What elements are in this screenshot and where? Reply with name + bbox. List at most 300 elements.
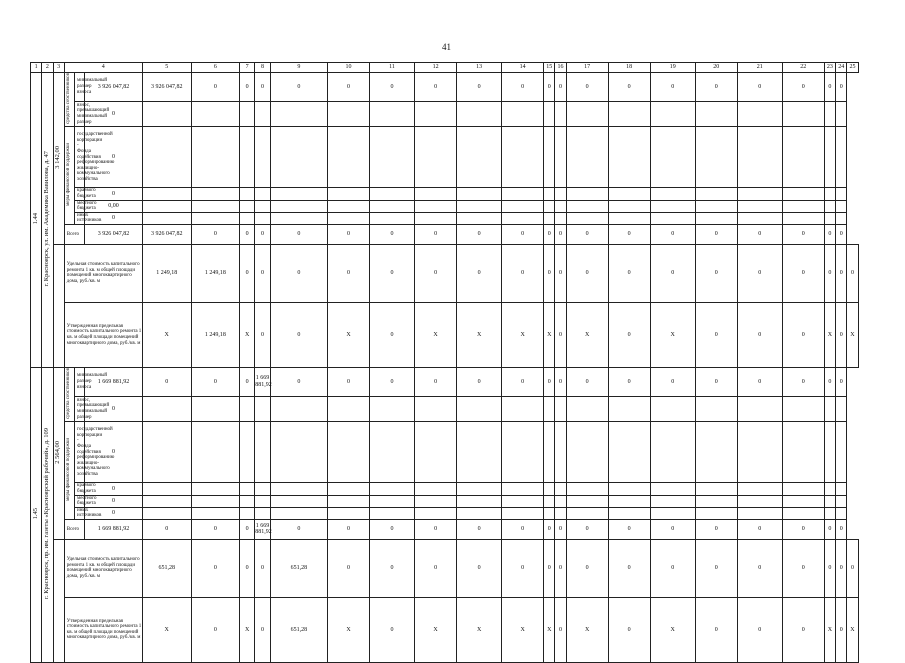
- col-num-9: 9: [270, 63, 327, 73]
- empty-cell: [191, 396, 239, 422]
- empty-cell: [544, 396, 555, 422]
- fund-label: государственной корпорации - Фонда содействия реформированию жилищно-коммунального хозяйства: [75, 422, 85, 483]
- empty-cell: [782, 101, 824, 127]
- empty-cell: [415, 495, 457, 507]
- empty-cell: [650, 422, 695, 483]
- empty-cell: [650, 483, 695, 495]
- unit-cost-value: 0: [695, 539, 737, 597]
- empty-cell: [502, 200, 544, 212]
- limit-cost-value: 0: [191, 597, 239, 662]
- col-num-19: 19: [650, 63, 695, 73]
- empty-cell: [608, 200, 650, 212]
- empty-cell: [737, 396, 782, 422]
- empty-cell: [255, 495, 270, 507]
- unit-cost-value: 0: [566, 244, 608, 302]
- empty-cell: [370, 101, 415, 127]
- empty-cell: [457, 495, 502, 507]
- empty-cell: [544, 495, 555, 507]
- empty-cell: [650, 127, 695, 188]
- area-blank: [53, 539, 64, 662]
- limit-cost-value: X: [502, 302, 544, 367]
- empty-cell: [142, 495, 191, 507]
- min-contribution-value: 3 926 047,82: [85, 73, 142, 102]
- min-contribution-value: 0: [191, 73, 239, 102]
- page-number: 41: [442, 42, 451, 52]
- section-number: [31, 367, 42, 662]
- min-contribution-value: 0: [544, 73, 555, 102]
- limit-cost-value: 0: [608, 597, 650, 662]
- empty-cell: [328, 200, 370, 212]
- total-value: 0: [239, 519, 254, 539]
- empty-cell: [415, 396, 457, 422]
- total-value: 0: [608, 519, 650, 539]
- total-value: 0: [824, 224, 835, 244]
- local-label: местного бюджета: [75, 495, 85, 507]
- limit-cost-value: 0: [782, 302, 824, 367]
- table-row: [31, 200, 870, 212]
- col-num-10: 10: [328, 63, 370, 73]
- col-num-12: 12: [415, 63, 457, 73]
- empty-cell: [544, 212, 555, 224]
- empty-cell: [270, 101, 327, 127]
- limit-cost-value: X: [457, 302, 502, 367]
- empty-cell: [836, 188, 847, 200]
- empty-cell: [328, 212, 370, 224]
- limit-cost-value: 0: [255, 302, 270, 367]
- unit-cost-value: 0: [270, 244, 327, 302]
- empty-cell: [255, 507, 270, 519]
- limit-cost-value: 651,28: [270, 597, 327, 662]
- capital-repair-table: [30, 62, 870, 663]
- min-contribution-value: 3 926 047,82: [142, 73, 191, 102]
- total-value: 0: [824, 519, 835, 539]
- empty-cell: [457, 101, 502, 127]
- unit-cost-label: Удельная стоимость капитального ремонта 1 кв. м общей площади помещений многоквартирного дома, руб./кв. м: [64, 244, 142, 302]
- limit-cost-value: 0: [695, 597, 737, 662]
- table-row: [31, 101, 870, 127]
- fund-label: государственной корпорации - Фонда содействия реформированию жилищно-коммунального хозяйства: [75, 127, 85, 188]
- empty-cell: [608, 495, 650, 507]
- limit-cost-value: X: [544, 302, 555, 367]
- empty-cell: [502, 507, 544, 519]
- empty-cell: [255, 483, 270, 495]
- unit-cost-value: 0: [191, 539, 239, 597]
- col-num-25: 25: [847, 63, 858, 73]
- limit-cost-value: X: [650, 597, 695, 662]
- empty-cell: [544, 127, 555, 188]
- col-num-5: 5: [142, 63, 191, 73]
- empty-cell: [782, 188, 824, 200]
- empty-cell: [328, 188, 370, 200]
- total-value: 0: [191, 224, 239, 244]
- section-area: [53, 367, 64, 539]
- empty-cell: [824, 101, 835, 127]
- empty-cell: [824, 495, 835, 507]
- regional-label: краевого бюджета: [75, 188, 85, 200]
- section-number: [31, 73, 42, 368]
- empty-cell: [650, 396, 695, 422]
- empty-cell: [270, 396, 327, 422]
- section-area: [53, 73, 64, 245]
- unit-cost-value: 0: [847, 539, 858, 597]
- empty-cell: [370, 483, 415, 495]
- empty-cell: [566, 127, 608, 188]
- empty-cell: [608, 127, 650, 188]
- total-value: 0: [370, 519, 415, 539]
- unit-cost-value: 0: [555, 244, 566, 302]
- group-owners-text: средства собственников: [66, 73, 72, 124]
- empty-cell: [824, 396, 835, 422]
- empty-cell: [824, 127, 835, 188]
- unit-cost-value: 0: [695, 244, 737, 302]
- empty-cell: [650, 507, 695, 519]
- unit-cost-value: 0: [737, 244, 782, 302]
- empty-cell: [142, 127, 191, 188]
- total-value: 0: [695, 224, 737, 244]
- min-contribution-value: 0: [270, 73, 327, 102]
- min-contribution-value: 0: [555, 367, 566, 396]
- min-contribution-value: 1 669 881,92: [255, 367, 270, 396]
- unit-cost-value: 0: [824, 539, 835, 597]
- min-contribution-value: 0: [836, 367, 847, 396]
- unit-cost-value: 0: [457, 244, 502, 302]
- col-num-16: 16: [555, 63, 566, 73]
- unit-cost-value: 0: [544, 539, 555, 597]
- empty-cell: [191, 422, 239, 483]
- empty-cell: [239, 495, 254, 507]
- regional-value: 0: [85, 483, 142, 495]
- total-value: 0: [270, 224, 327, 244]
- area-blank: [53, 244, 64, 367]
- empty-cell: [328, 422, 370, 483]
- col-num-2: 2: [42, 63, 53, 73]
- total-value: 0: [782, 224, 824, 244]
- empty-cell: [737, 422, 782, 483]
- total-value: 0: [255, 224, 270, 244]
- empty-cell: [270, 127, 327, 188]
- limit-cost-value: X: [457, 597, 502, 662]
- empty-cell: [608, 483, 650, 495]
- limit-cost-value: X: [566, 302, 608, 367]
- empty-cell: [239, 200, 254, 212]
- min-contribution-value: 0: [608, 73, 650, 102]
- total-value: 0: [239, 224, 254, 244]
- empty-cell: [737, 127, 782, 188]
- min-contribution-value: 1 669 881,92: [85, 367, 142, 396]
- empty-cell: [457, 396, 502, 422]
- empty-cell: [836, 200, 847, 212]
- empty-cell: [255, 396, 270, 422]
- empty-cell: [239, 507, 254, 519]
- empty-cell: [555, 396, 566, 422]
- empty-cell: [824, 507, 835, 519]
- unit-cost-value: 0: [255, 244, 270, 302]
- table-row: [31, 483, 870, 495]
- limit-cost-value: 0: [737, 302, 782, 367]
- empty-cell: [650, 212, 695, 224]
- limit-cost-value: X: [328, 302, 370, 367]
- local-label: местного бюджета: [75, 200, 85, 212]
- total-value: 0: [457, 519, 502, 539]
- limit-cost-value: X: [142, 302, 191, 367]
- table-row: [31, 519, 870, 539]
- total-value: 0: [650, 519, 695, 539]
- col-num-20: 20: [695, 63, 737, 73]
- col-num-15: 15: [544, 63, 555, 73]
- empty-cell: [695, 495, 737, 507]
- empty-cell: [824, 200, 835, 212]
- col-num-7: 7: [239, 63, 254, 73]
- empty-cell: [737, 212, 782, 224]
- empty-cell: [836, 507, 847, 519]
- empty-cell: [566, 200, 608, 212]
- empty-cell: [836, 101, 847, 127]
- total-value: 1 669 881,92: [255, 519, 270, 539]
- limit-cost-value: 1 249,18: [191, 302, 239, 367]
- min-contribution-value: 0: [502, 367, 544, 396]
- min-contribution-value: 0: [782, 73, 824, 102]
- limit-cost-value: X: [415, 302, 457, 367]
- table-row: [31, 507, 870, 519]
- empty-cell: [782, 483, 824, 495]
- col-num-6: 6: [191, 63, 239, 73]
- empty-cell: [650, 495, 695, 507]
- col-num-14: 14: [502, 63, 544, 73]
- empty-cell: [415, 483, 457, 495]
- total-value: 0: [566, 519, 608, 539]
- min-contribution-value: 0: [608, 367, 650, 396]
- unit-cost-value: 0: [502, 539, 544, 597]
- table-row: [31, 127, 870, 188]
- empty-cell: [502, 483, 544, 495]
- empty-cell: [415, 188, 457, 200]
- empty-cell: [737, 188, 782, 200]
- unit-cost-value: 0: [415, 244, 457, 302]
- empty-cell: [270, 507, 327, 519]
- empty-cell: [415, 200, 457, 212]
- empty-cell: [836, 127, 847, 188]
- col-num-11: 11: [370, 63, 415, 73]
- empty-cell: [544, 200, 555, 212]
- unit-cost-value: 651,28: [142, 539, 191, 597]
- unit-cost-value: 0: [544, 244, 555, 302]
- group-support-text: меры финансовой поддержки: [66, 142, 72, 206]
- min-contribution-value: 0: [695, 73, 737, 102]
- col-num-21: 21: [737, 63, 782, 73]
- limit-cost-value: X: [142, 597, 191, 662]
- other-value: 0: [85, 212, 142, 224]
- empty-cell: [370, 396, 415, 422]
- min-contribution-value: 0: [415, 367, 457, 396]
- col-num-24: 24: [836, 63, 847, 73]
- excess-value: 0: [85, 101, 142, 127]
- empty-cell: [782, 212, 824, 224]
- empty-cell: [502, 495, 544, 507]
- empty-cell: [370, 127, 415, 188]
- empty-cell: [457, 483, 502, 495]
- limit-cost-value: 0: [836, 302, 847, 367]
- table-row: [31, 244, 870, 302]
- col-num-17: 17: [566, 63, 608, 73]
- unit-cost-value: 0: [782, 539, 824, 597]
- group-support: [64, 127, 74, 225]
- empty-cell: [695, 127, 737, 188]
- empty-cell: [566, 422, 608, 483]
- unit-cost-value: 0: [650, 539, 695, 597]
- empty-cell: [544, 422, 555, 483]
- empty-cell: [555, 495, 566, 507]
- empty-cell: [695, 422, 737, 483]
- total-value: 0: [608, 224, 650, 244]
- empty-cell: [191, 507, 239, 519]
- excess-value: 0: [85, 396, 142, 422]
- empty-cell: [782, 422, 824, 483]
- unit-cost-value: 0: [608, 244, 650, 302]
- empty-cell: [457, 127, 502, 188]
- empty-cell: [824, 212, 835, 224]
- min-contribution-value: 0: [370, 73, 415, 102]
- min-contribution-value: 0: [824, 367, 835, 396]
- empty-cell: [608, 422, 650, 483]
- empty-cell: [415, 422, 457, 483]
- min-contribution-value: 0: [370, 367, 415, 396]
- empty-cell: [695, 483, 737, 495]
- limit-cost-value: 0: [737, 597, 782, 662]
- empty-cell: [650, 101, 695, 127]
- empty-cell: [457, 200, 502, 212]
- empty-cell: [328, 101, 370, 127]
- col-num-1: 1: [31, 63, 42, 73]
- empty-cell: [328, 495, 370, 507]
- table-row: [31, 212, 870, 224]
- limit-cost-value: X: [415, 597, 457, 662]
- empty-cell: [415, 212, 457, 224]
- limit-cost-value: 0: [370, 597, 415, 662]
- empty-cell: [142, 101, 191, 127]
- regional-label: краевого бюджета: [75, 483, 85, 495]
- empty-cell: [544, 101, 555, 127]
- empty-cell: [255, 422, 270, 483]
- unit-cost-value: 0: [836, 539, 847, 597]
- empty-cell: [270, 188, 327, 200]
- total-value: 0: [566, 224, 608, 244]
- min-contribution-value: 0: [142, 367, 191, 396]
- unit-cost-value: 1 249,18: [142, 244, 191, 302]
- min-contribution-value: 0: [737, 367, 782, 396]
- empty-cell: [142, 422, 191, 483]
- empty-cell: [191, 188, 239, 200]
- table-row: [31, 495, 870, 507]
- min-contribution-value: 0: [824, 73, 835, 102]
- empty-cell: [142, 188, 191, 200]
- section-address: [42, 367, 53, 662]
- regional-value: 0: [85, 188, 142, 200]
- limit-cost-value: 0: [836, 597, 847, 662]
- other-label: иных источников: [75, 212, 85, 224]
- unit-cost-value: 0: [255, 539, 270, 597]
- min-contribution-value: 0: [566, 367, 608, 396]
- empty-cell: [836, 483, 847, 495]
- empty-cell: [191, 101, 239, 127]
- section-address-text: г. Красноярск, пр. им. газеты «Красноярский рабочий», д. 109: [43, 428, 51, 600]
- unit-cost-value: 1 249,18: [191, 244, 239, 302]
- total-value: 0: [544, 519, 555, 539]
- unit-cost-value: 651,28: [270, 539, 327, 597]
- empty-cell: [457, 188, 502, 200]
- limit-cost-value: X: [847, 597, 858, 662]
- empty-cell: [695, 200, 737, 212]
- col-num-8: 8: [255, 63, 270, 73]
- empty-cell: [328, 396, 370, 422]
- empty-cell: [239, 396, 254, 422]
- min-contribution-value: 0: [270, 367, 327, 396]
- empty-cell: [737, 495, 782, 507]
- empty-cell: [695, 396, 737, 422]
- unit-cost-value: 0: [836, 244, 847, 302]
- total-value: 3 926 047,82: [85, 224, 142, 244]
- group-owners-text: средства собственников: [66, 367, 72, 419]
- empty-cell: [566, 396, 608, 422]
- empty-cell: [328, 127, 370, 188]
- empty-cell: [255, 101, 270, 127]
- total-value: 0: [544, 224, 555, 244]
- table-row: [31, 422, 870, 483]
- limit-cost-label: Утвержденная предельная стоимость капитального ремонта 1 кв. м общей площади помещений многоквартирного дома, руб./кв. м: [64, 302, 142, 367]
- min-contribution-value: 0: [836, 73, 847, 102]
- empty-cell: [270, 483, 327, 495]
- empty-cell: [695, 101, 737, 127]
- empty-cell: [824, 422, 835, 483]
- limit-cost-value: 0: [555, 302, 566, 367]
- total-label: Всего: [64, 224, 84, 244]
- empty-cell: [255, 212, 270, 224]
- empty-cell: [370, 507, 415, 519]
- limit-cost-value: 0: [608, 302, 650, 367]
- empty-cell: [142, 483, 191, 495]
- excess-label: взнос, превышающий минимальный размер: [75, 396, 85, 422]
- total-value: 0: [502, 519, 544, 539]
- empty-cell: [415, 101, 457, 127]
- unit-cost-value: 0: [847, 244, 858, 302]
- limit-cost-value: X: [239, 597, 254, 662]
- empty-cell: [191, 127, 239, 188]
- limit-cost-value: X: [650, 302, 695, 367]
- empty-cell: [824, 483, 835, 495]
- empty-cell: [836, 396, 847, 422]
- total-value: 0: [650, 224, 695, 244]
- empty-cell: [255, 188, 270, 200]
- section-number-text: 1.45: [31, 507, 39, 520]
- empty-cell: [191, 212, 239, 224]
- empty-cell: [142, 212, 191, 224]
- empty-cell: [782, 495, 824, 507]
- unit-cost-value: 0: [824, 244, 835, 302]
- empty-cell: [191, 200, 239, 212]
- total-value: 0: [555, 224, 566, 244]
- empty-cell: [824, 188, 835, 200]
- min-contribution-value: 0: [544, 367, 555, 396]
- unit-cost-value: 0: [650, 244, 695, 302]
- empty-cell: [142, 396, 191, 422]
- total-value: 0: [737, 224, 782, 244]
- empty-cell: [555, 507, 566, 519]
- min-contribution-value: 0: [566, 73, 608, 102]
- empty-cell: [695, 212, 737, 224]
- min-contribution-value: 0: [239, 367, 254, 396]
- empty-cell: [502, 212, 544, 224]
- group-owners: [64, 73, 74, 127]
- empty-cell: [782, 396, 824, 422]
